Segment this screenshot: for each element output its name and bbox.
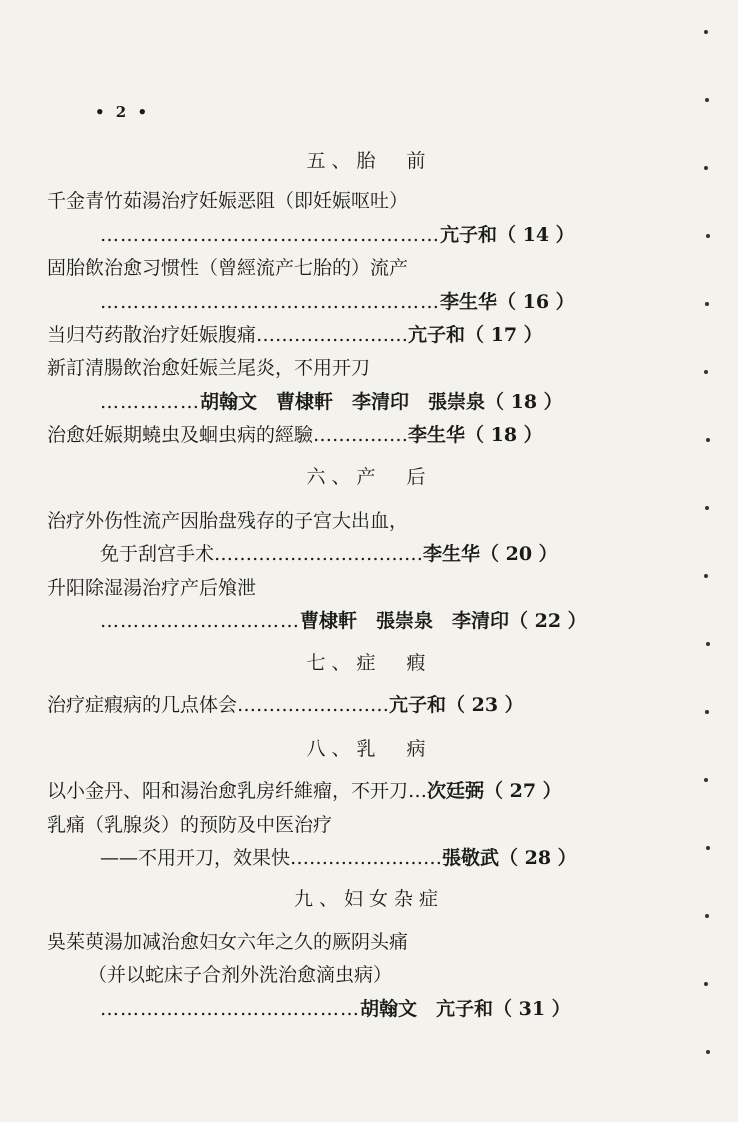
section-title-chan-hou: 六、产 后 (306, 466, 432, 488)
toc-entry (100, 994, 571, 1021)
toc-entry-title: 治疗症瘕病的几点体会…………………… (47, 694, 390, 716)
toc-entry-title: 新訂清腸飲治愈妊娠兰尾炎，不用开刀 (47, 357, 371, 379)
toc-entry (100, 606, 587, 633)
leader-dots: ………………………………… (100, 998, 360, 1020)
toc-entry (100, 539, 558, 566)
leader-dots: …………… (100, 391, 200, 413)
toc-entry (47, 776, 562, 803)
toc-entry-title: 固胎飲治愈习惯性（曾經流产七胎的）流产 (47, 257, 409, 279)
page-number: • 2 • (95, 103, 151, 121)
toc-entry-title: 治愈妊娠期蟯虫及蛔虫病的經驗…………… (47, 424, 409, 446)
toc-author-page: 亢子和（ 23 ） (389, 694, 524, 716)
toc-entry (100, 220, 575, 247)
toc-author-page: 李生华（ 16 ） (440, 291, 575, 313)
toc-entry-title: 以小金丹、阳和湯治愈乳房纤維瘤，不开刀… (47, 780, 428, 802)
toc-entry (100, 387, 563, 414)
toc-entry (47, 420, 543, 447)
leader-dots: …………………………………………… (100, 224, 440, 246)
section-title-tai-qian: 五、胎 前 (306, 150, 432, 172)
toc-entry-title: 千金青竹茹湯治疗妊娠恶阻（即妊娠呕吐） (47, 190, 409, 212)
toc-entry-title: ——不用开刀，效果快…………………… (100, 847, 443, 869)
toc-entry-title: （并以蛇床子合剂外洗治愈滴虫病） (88, 964, 393, 986)
toc-entry-title: 当归芍药散治疗妊娠腹痛…………………… (47, 324, 409, 346)
toc-author-page: 亢子和（ 17 ） (408, 324, 543, 346)
leader-dots: ………………………… (100, 610, 300, 632)
toc-author-page: 曹棣軒 張崇泉 李清印（ 22 ） (300, 610, 587, 632)
toc-entry-title: 治疗外伤性流产因胎盘残存的子宫大出血， (47, 510, 409, 532)
toc-author-page: 張敬武（ 28 ） (442, 847, 577, 869)
toc-author-page: 胡翰文 亢子和（ 31 ） (360, 998, 571, 1020)
toc-author-page: 亢子和（ 14 ） (440, 224, 575, 246)
toc-entry (47, 690, 524, 717)
toc-entry-title: 乳痛（乳腺炎）的预防及中医治疗 (47, 814, 333, 836)
section-title-zheng-jia: 七、症 瘕 (306, 652, 432, 674)
leader-dots: …………………………………………… (100, 291, 440, 313)
section-title-fu-nv-za-zheng: 九、妇女杂症 (293, 888, 444, 910)
section-title-ru-bing: 八、乳 病 (306, 738, 432, 760)
toc-entry-title: 免于刮宫手术…………………………… (100, 543, 424, 565)
toc-entry-title: 升阳除湿湯治疗产后飧泄 (47, 577, 257, 599)
toc-entry-title: 吳茱萸湯加减治愈妇女六年之久的厥阴头痛 (47, 931, 409, 953)
toc-entry (47, 320, 543, 347)
toc-author-page: 李生华（ 20 ） (423, 543, 558, 565)
toc-author-page: 李生华（ 18 ） (408, 424, 543, 446)
toc-entry (100, 843, 577, 870)
toc-author-page: 胡翰文 曹棣軒 李清印 張崇泉（ 18 ） (200, 391, 563, 413)
toc-entry (100, 287, 575, 314)
toc-author-page: 次廷弼（ 27 ） (427, 780, 562, 802)
